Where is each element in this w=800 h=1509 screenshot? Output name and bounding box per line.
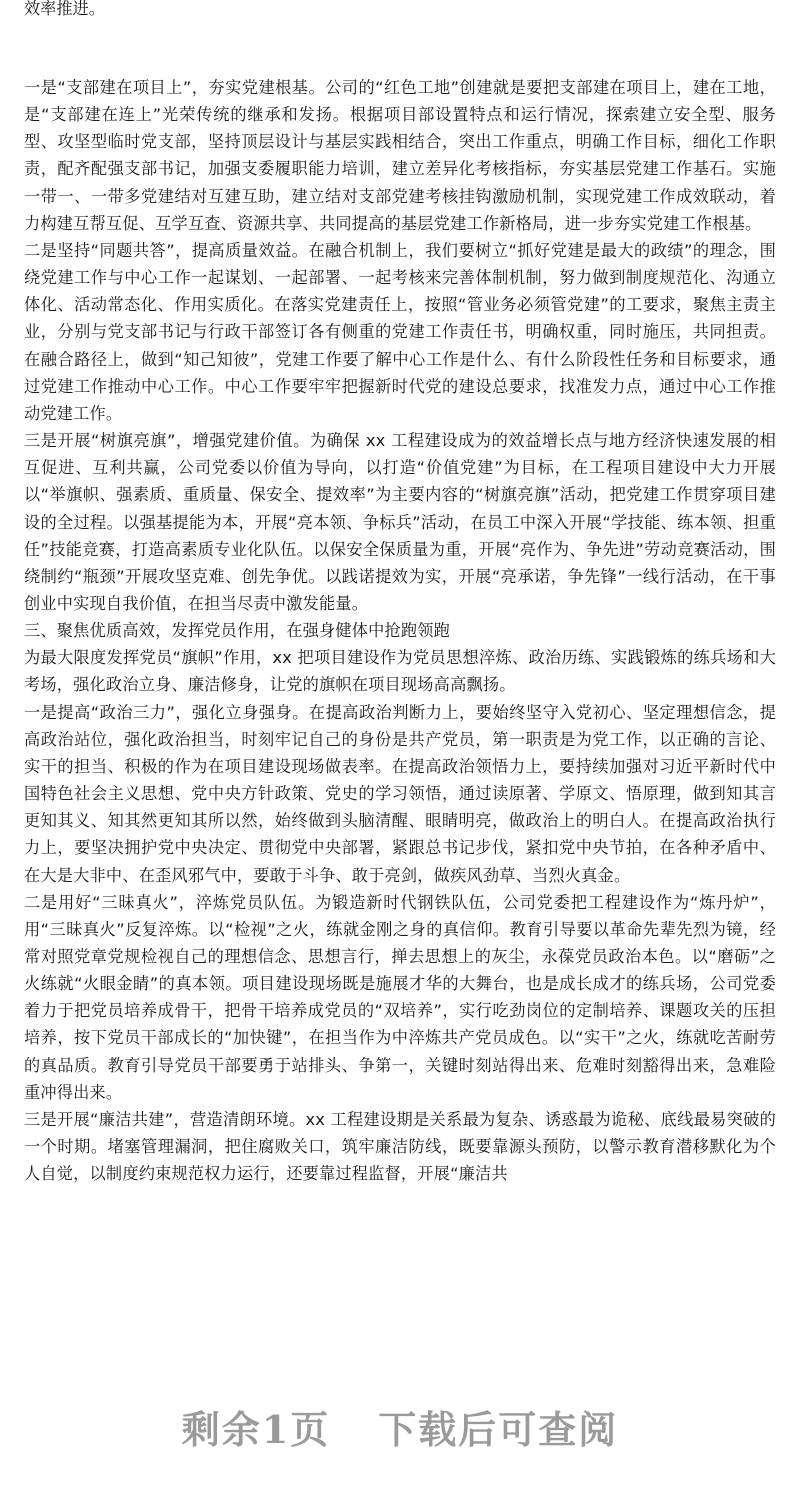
paragraph-same-question: 二是坚持“同题共答”，提高质量效益。在融合机制上，我们要树立“抓好党建是最大的政绩”的理念，围绕党建工作与中心工作一起谋划、一起部署、一起考核来完善体制机制，努力做到制度规范化、沟通立体化、活动常态化、作用实质化。在落实党建责任上，按照“管业务必须管党建”的工要求，聚焦主责主业，分别与党支部书记与行政干部签订各有侧重的党建工作责任书，明确权重，同时施压，共同担责。在融合路径上，做到“知己知彼”，党建工作要了解中心工作是什么、有什么阶段性任务和目标要求，通过党建工作推动中心工作。中心工作要牢牢把握新时代党的建设总要求，找准发力点，通过中心工作推动党建工作。 (24, 240, 776, 423)
paragraph-raise-flag: 三是开展“树旗亮旗”，增强党建价值。为确保 xx 工程建设成为的效益增长点与地方经济快速发展的相互促进、互利共赢，公司党委以价值为导向，以打造“价值党建”为目标，在工程项目建设中大力开展以“举旗帜、强素质、重质量、保安全、提效率”为主要内容的“树旗亮旗”活动，把党建工作贯穿项目建设的全过程。以强基提能为本，开展“亮本领、争标兵”活动，在员工中深入开展“学技能、练本领、担重任”技能竞赛，打造高素质专业化队伍。以保安全保质量为重，开展“亮作为、争先进”劳动竞赛活动，围绕制约“瓶颈”开展攻坚克难、创先争优。以践诺提效为实，开展“亮承诺，争先锋”一线行活动，在干事创业中实现自我价值，在担当尽责中激发能量。 (24, 431, 776, 613)
paragraph-branch-on-project: 一是“支部建在项目上”，夯实党建根基。公司的“红色工地”创建就是要把支部建在项目上，建在工地，是“支部建在连上”光荣传统的继承和发扬。根据项目部设置特点和运行情况，探索建立安全型、服务型、攻坚型临时党支部，坚持顶层设计与基层实践相结合，突出工作重点，明确工作目标，细化工作职责，配齐配强支部书记，加强支委履职能力培训，建立差异化考核指标，夯实基层党建工作基石。实施一带一、一带多党建结对互建互助，建立结对支部党建考核挂钩激励机制，实现党建工作成效联动，着力构建互帮互促、互学互查、资源共享、共同提高的基层党建工作新格局，进一步夯实党建工作根基。 (24, 78, 776, 233)
section-heading-three: 三、聚焦优质高效，发挥党员作用，在强身健体中抢跑领跑 (24, 621, 451, 641)
remaining-pages-label: 剩余1页 (181, 1407, 331, 1452)
document-body (24, 74, 776, 1187)
download-prompt[interactable] (0, 1403, 800, 1457)
paragraph-integrity-building: 三是开展“廉洁共建”，营造清朗环境。xx 工程建设期是关系最为复杂、诱惑最为诡秘、底线最易突破的一个时期。堵塞管理漏洞，把住腐败关口，筑牢廉洁防线，既要靠源头预防，以警示教育潜移默化为个人自觉，以制度约束规范权力运行，还要靠过程监督，开展“廉洁共 (24, 1109, 776, 1184)
paragraph-political-three-powers: 一是提高“政治三力”，强化立身强身。在提高政治判断力上，要始终坚守入党初心、坚定理想信念，提高政治站位，强化政治担当，时刻牢记自己的身份是共产党员，第一职责是为党工作，以正确的言论、实干的担当、积极的作为在项目建设现场做表率。在提高政治领悟力上，要持续加强对习近平新时代中国特色社会主义思想、党中央方针政策、党史的学习领悟，通过读原著、学原文、悟原理，做到知其言更知其义、知其然更知其所以然，始终做到头脑清醒、眼睛明亮，做政治上的明白人。在提高政治执行力上，要坚决拥护党中央决定、贯彻党中央部署，紧跟总书记步伐，紧扣党中央节拍，在各种矛盾中、在大是大非中、在歪风邪气中，要敢于斗争、敢于亮剑，做疾风劲草、当烈火真金。 (24, 702, 776, 885)
download-to-view-label: 下载后可查阅 (378, 1407, 619, 1452)
paragraph-section-intro: 为最大限度发挥党员“旗帜”作用，xx 把项目建设作为党员思想淬炼、政治历练、实践锻炼的练兵场和大考场，强化政治立身、廉洁修身，让党的旗帜在项目现场高高飘扬。 (24, 648, 776, 695)
paragraph-three-fires: 二是用好“三昧真火”，淬炼党员队伍。为锻造新时代钢铁队伍，公司党委把工程建设作为“炼丹炉”，用“三昧真火”反复淬炼。以“检视”之火，练就金刚之身的真信仰。教育引导要以革命先辈先烈为镜，经常对照党章党规检视自己的理想信念、思想言行，掸去思想上的灰尘，永葆党员政治本色。以“磨砺”之火练就“火眼金睛”的真本领。项目建设现场既是施展才华的大舞台，也是成长成才的练兵场，公司党委着力于把党员培养成骨干，把骨干培养成党员的“双培养”，实行吃劲岗位的定制培养、课题攻关的压担培养，按下党员干部成长的“加快键”，在担当作为中淬炼共产党员成色。以“实干”之火，练就吃苦耐劳的真品质。教育引导党员干部要勇于站排头、争第一，关键时刻站得出来、危难时刻豁得出来，急难险重冲得出来。 (24, 892, 776, 1102)
top-text-fragment: 效率推进。 (24, 0, 105, 18)
